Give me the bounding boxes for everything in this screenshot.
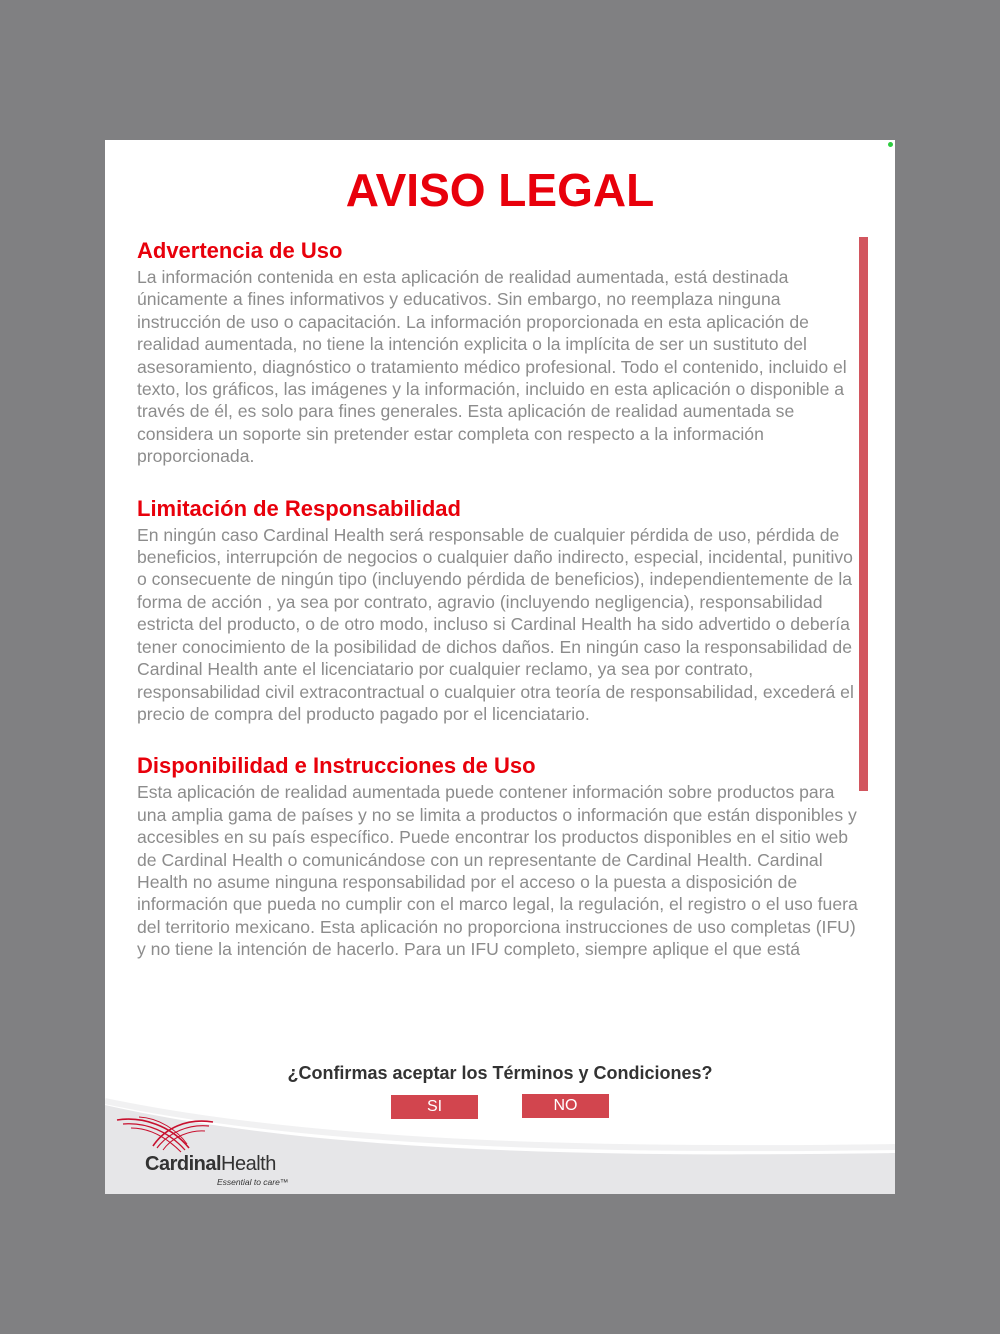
section-heading: Limitación de Responsabilidad — [137, 495, 461, 521]
section-body: En ningún caso Cardinal Health será responsable de cualquier pérdida de uso, pérdida de beneficios, interrupción de negocios o cualquier daño indirecto, especial, incidental, punitivo o consecuente de ningún tipo (incluyendo pérdida de beneficios), independientemente de la forma de acción , ya sea por contrato, agravio (incluyendo negligencia), responsabilidad estricta del producto, o de otro modo, incluso si Cardinal Health ha sido advertido o debería tener conocimiento de la posibilidad de dichos daños. En ningún caso la responsabilidad de Cardinal Health ante el licenciatario por cualquier reclamo, ya sea por contrato, responsabilidad civil extracontractual o cualquier otra teoría de responsabilidad, excederá el precio de compra del producto pagado por el licenciatario. — [137, 524, 854, 724]
logo-name-bold: Cardinal — [145, 1153, 222, 1175]
section-body: Esta aplicación de realidad aumentada puede contener información sobre productos para una amplia gama de países y no se limita a productos o información que están disponibles y accesibles en su país específico. Puede encontrar los productos disponibles en el sitio web de Cardinal Health o comunicándose con un representante de Cardinal Health. Cardinal Health no asume ninguna responsabilidad por el acceso o la puesta a disposición de información que pueda no cumplir con el marco legal, la regulación, el registro o el uso fuera del territorio mexicano. Esta aplicación no proporciona instrucciones de uso completas (IFU) y no tiene la intención de hacerlo. Para un IFU completo, siempre aplique el que está — [137, 782, 858, 960]
section-body: La información contenida en esta aplicación de realidad aumentada, está destinada únicamente a fines informativos y educativos. Sin embargo, no reemplaza ninguna instrucción de uso o capacitación. La información proporcionada en esta aplicación de realidad aumentada, no tiene la intención explicita o la implícita de ser un sustituto del asesoramiento, diagnóstico o tratamiento médico profesional. Todo el contenido, incluido el texto, los gráficos, las imágenes y la información, incluido en esta aplicación o disponible a través de él, es solo para fines generales. Esta aplicación de realidad aumentada se considera un soporte sin pretender estar completa con respecto a la información proporcionada. — [137, 267, 847, 467]
section-usage-warning — [137, 236, 863, 468]
logo-wordmark — [145, 1152, 276, 1176]
section-heading: Disponibilidad e Instrucciones de Uso — [137, 753, 536, 779]
no-button[interactable]: NO — [522, 1094, 609, 1118]
status-dot-icon — [888, 142, 893, 147]
yes-button[interactable]: SI — [391, 1095, 478, 1119]
scrollable-content[interactable] — [137, 236, 863, 1028]
logo-tagline: Essential to care™ — [217, 1177, 289, 1187]
dialog-title: AVISO LEGAL — [345, 164, 655, 216]
logo-name-light: Health — [221, 1153, 276, 1175]
confirm-question: ¿Confirmas aceptar los Términos y Condiciones? — [287, 1063, 713, 1083]
legal-notice-dialog — [105, 140, 895, 1194]
section-liability-limitation — [137, 494, 863, 726]
section-heading: Advertencia de Uso — [137, 238, 343, 263]
scrollbar-thumb[interactable] — [859, 237, 868, 791]
section-availability-instructions — [137, 751, 863, 960]
